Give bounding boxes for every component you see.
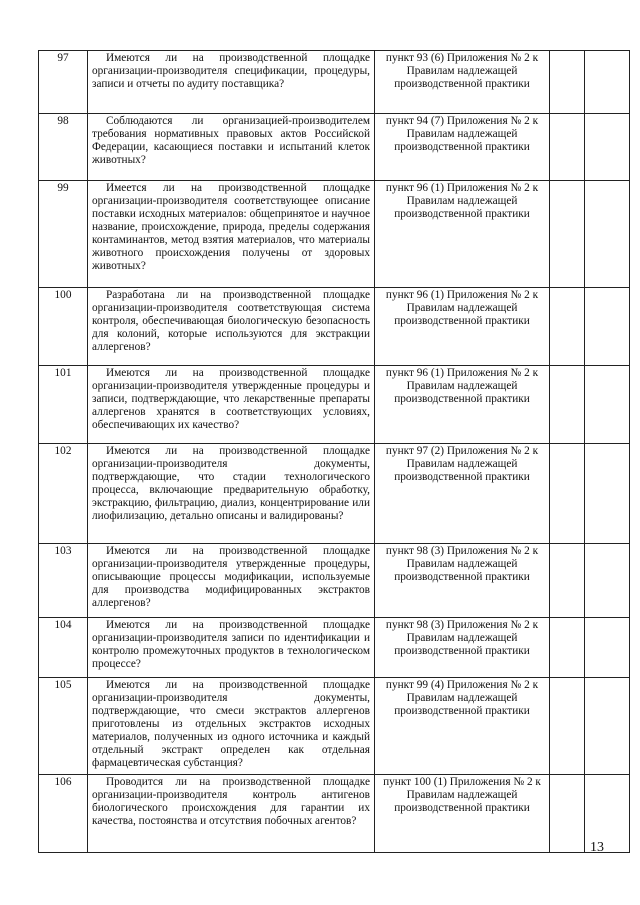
reference-cell: пункт 99 (4) Приложения № 2 к Правилам надлежащей производственной практики — [375, 678, 550, 775]
checklist-rows — [39, 51, 630, 853]
table-row — [39, 775, 630, 853]
table-row — [39, 366, 630, 444]
question-cell: Имеются ли на производственной площадке организации-производителя записи по идентификации и контролю промежуточных продуктов в технологическом процессе? — [88, 618, 375, 678]
question-cell: Имеются ли на производственной площадке организации-производителя утвержденные процедуры, описывающие процессы модификации, используемые для производства модифицированных экстрактов аллергенов? — [88, 544, 375, 618]
question-cell: Имеются ли на производственной площадке организации-производителя утвержденные процедуры и записи, подтверждающие, что лекарственные препараты аллергенов хранятся в соответствующих условиях, обеспечивающих их качество? — [88, 366, 375, 444]
note-cell — [585, 366, 630, 444]
note-cell — [585, 618, 630, 678]
answer-cell — [550, 366, 585, 444]
reference-cell: пункт 98 (3) Приложения № 2 к Правилам надлежащей производственной практики — [375, 618, 550, 678]
reference-cell: пункт 97 (2) Приложения № 2 к Правилам надлежащей производственной практики — [375, 444, 550, 544]
reference-cell: пункт 98 (3) Приложения № 2 к Правилам надлежащей производственной практики — [375, 544, 550, 618]
answer-cell — [550, 544, 585, 618]
question-cell: Имеются ли на производственной площадке организации-производителя спецификации, процедуры, записи и отчеты по аудиту поставщика? — [88, 51, 375, 114]
row-number: 106 — [39, 775, 88, 853]
answer-cell — [550, 444, 585, 544]
reference-cell: пункт 96 (1) Приложения № 2 к Правилам надлежащей производственной практики — [375, 288, 550, 366]
table-row — [39, 678, 630, 775]
note-cell — [585, 678, 630, 775]
answer-cell — [550, 618, 585, 678]
row-number: 102 — [39, 444, 88, 544]
table-row — [39, 288, 630, 366]
row-number: 99 — [39, 181, 88, 288]
answer-cell — [550, 181, 585, 288]
reference-cell: пункт 100 (1) Приложения № 2 к Правилам надлежащей производственной практики — [375, 775, 550, 853]
answer-cell — [550, 288, 585, 366]
reference-cell: пункт 94 (7) Приложения № 2 к Правилам надлежащей производственной практики — [375, 114, 550, 181]
row-number: 105 — [39, 678, 88, 775]
table-row — [39, 444, 630, 544]
reference-cell: пункт 93 (6) Приложения № 2 к Правилам надлежащей производственной практики — [375, 51, 550, 114]
reference-cell: пункт 96 (1) Приложения № 2 к Правилам надлежащей производственной практики — [375, 366, 550, 444]
row-number: 101 — [39, 366, 88, 444]
note-cell — [585, 444, 630, 544]
note-cell — [585, 51, 630, 114]
question-cell: Проводится ли на производственной площадке организации-производителя контроль антигенов биологического происхождения для гарантии их качества, постоянства и отсутствия побочных агентов? — [88, 775, 375, 853]
row-number: 103 — [39, 544, 88, 618]
table-row — [39, 51, 630, 114]
row-number: 98 — [39, 114, 88, 181]
question-cell: Имеются ли на производственной площадке организации-производителя документы, подтверждающие, что смеси экстрактов аллергенов приготовлены из отдельных экстрактов исходных материалов, полученных из одного источника и каждый отдельный экстракт определен как отдельная фармацевтическая субстанция? — [88, 678, 375, 775]
note-cell — [585, 114, 630, 181]
question-cell: Имеются ли на производственной площадке организации-производителя документы, подтверждающие, что стадии технологического процесса, включающие предварительную обработку, экстракцию, фильтрацию, диализ, концентрирование или лиофилизацию, детально описаны и валидированы? — [88, 444, 375, 544]
page-number: 13 — [590, 840, 604, 855]
question-cell: Разработана ли на производственной площадке организации-производителя соответствующая система контроля, обеспечивающая биологическую безопасность для колоний, которые используются для экстракции аллергенов? — [88, 288, 375, 366]
row-number: 100 — [39, 288, 88, 366]
answer-cell — [550, 51, 585, 114]
note-cell — [585, 288, 630, 366]
table-row — [39, 114, 630, 181]
note-cell — [585, 544, 630, 618]
table-row — [39, 544, 630, 618]
note-cell — [585, 181, 630, 288]
checklist-table — [38, 50, 630, 853]
table-row — [39, 181, 630, 288]
answer-cell — [550, 678, 585, 775]
row-number: 104 — [39, 618, 88, 678]
answer-cell — [550, 114, 585, 181]
answer-cell — [550, 775, 585, 853]
question-cell: Имеется ли на производственной площадке организации-производителя соответствующее описание поставки исходных материалов: общепринятое и научное название, происхождение, природа, пределы содержания контаминантов, метод взятия материалов, что материалы животного происхождения получены от здоровых животных? — [88, 181, 375, 288]
question-cell: Соблюдаются ли организацией-производителем требования нормативных правовых актов Российской Федерации, касающиеся поставки и испытаний клеток животных? — [88, 114, 375, 181]
reference-cell: пункт 96 (1) Приложения № 2 к Правилам надлежащей производственной практики — [375, 181, 550, 288]
row-number: 97 — [39, 51, 88, 114]
table-row — [39, 618, 630, 678]
